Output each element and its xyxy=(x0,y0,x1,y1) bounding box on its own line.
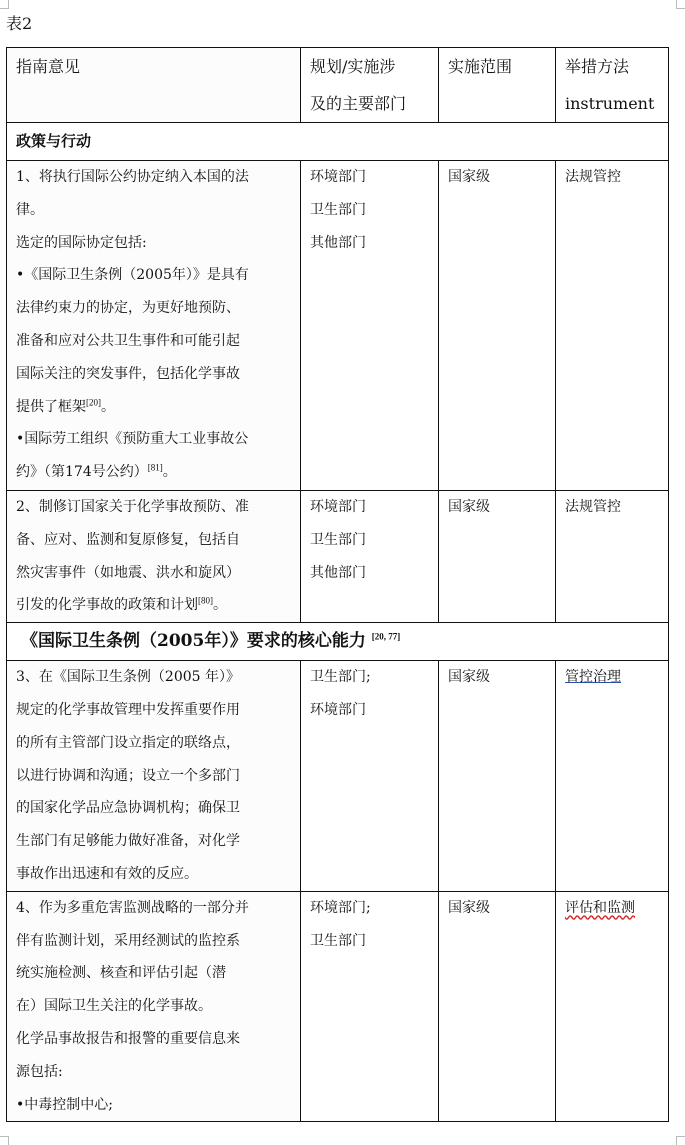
departments-cell xyxy=(301,891,439,1122)
table-header-row xyxy=(7,48,669,123)
section-title: 《国际卫生条例（2005年）》要求的核心能力 xyxy=(21,631,366,652)
guidance-line xyxy=(16,858,300,891)
guidance-line xyxy=(16,325,300,358)
header-text: 及的主要部门 xyxy=(310,94,407,113)
department-item: 环境部门 xyxy=(310,499,366,515)
guidance-line xyxy=(16,456,300,489)
guidance-line xyxy=(16,957,300,990)
reference-superscript: [20, 77] xyxy=(371,631,401,642)
guidance-line xyxy=(16,259,300,292)
guidance-line xyxy=(16,694,300,727)
guidance-table xyxy=(6,47,669,1122)
guidance-line xyxy=(16,161,300,194)
department-item: 卫生部门 xyxy=(310,531,366,548)
department-item: 环境部门; xyxy=(310,899,371,916)
guidance-line xyxy=(16,1089,300,1122)
page-corner-mark xyxy=(676,0,685,9)
guidance-line xyxy=(16,227,300,260)
department-item: 环境部门 xyxy=(310,701,366,718)
guidance-text: 规定的化学事故管理中发挥重要作用 xyxy=(16,701,240,718)
section-title: 政策与行动 xyxy=(16,132,92,150)
instrument-value: 评估和监测 xyxy=(565,899,635,916)
guidance-line xyxy=(16,990,300,1023)
departments-cell xyxy=(301,661,439,892)
department-item: 卫生部门; xyxy=(310,669,371,686)
guidance-text: •国际劳工组织《预防重大工业事故公 xyxy=(16,431,249,448)
header-text: 规划/实施涉 xyxy=(310,57,396,76)
guidance-text: 的所有主管部门设立指定的联络点， xyxy=(16,734,240,751)
department-item: 其他部门 xyxy=(310,234,366,251)
guidance-line xyxy=(16,292,300,325)
scope-value: 国家级 xyxy=(448,899,490,916)
guidance-text: 。 xyxy=(213,597,227,614)
header-text: 举措方法 xyxy=(565,57,630,76)
instrument-value: 管控治理 xyxy=(565,669,621,686)
guidance-line xyxy=(16,423,300,456)
scope-value: 国家级 xyxy=(448,669,490,686)
guidance-line xyxy=(16,524,300,557)
guidance-line xyxy=(16,557,300,590)
page-corner-mark xyxy=(0,0,9,9)
scope-cell xyxy=(439,891,556,1122)
reference-superscript: [81] xyxy=(147,462,163,473)
table-row xyxy=(7,661,669,892)
guidance-text: •《国际卫生条例（2005年）》是具有 xyxy=(16,267,249,284)
table-row xyxy=(7,491,669,623)
guidance-cell xyxy=(7,161,301,491)
guidance-text: 。 xyxy=(101,398,115,415)
guidance-line xyxy=(16,760,300,793)
page-corner-mark xyxy=(676,1136,685,1145)
header-text: 实施范围 xyxy=(448,57,513,76)
guidance-cell xyxy=(7,661,301,892)
guidance-line xyxy=(16,391,300,424)
header-scope xyxy=(439,48,556,123)
guidance-text: 2、制修订国家关于化学事故预防、准 xyxy=(16,499,249,515)
department-item: 卫生部门 xyxy=(310,932,366,949)
table-row xyxy=(7,891,669,1122)
guidance-line xyxy=(16,892,300,925)
guidance-text: 备、应对、监测和复原修复，包括自 xyxy=(16,531,240,548)
guidance-text: 法律约束力的协定，为更好地预防、 xyxy=(16,300,240,317)
guidance-text: 事故作出迅速和有效的反应。 xyxy=(16,865,198,882)
guidance-line xyxy=(16,358,300,391)
department-item: 其他部门 xyxy=(310,564,366,581)
table-row xyxy=(7,161,669,491)
table-caption: 表2 xyxy=(6,14,33,33)
scope-value: 国家级 xyxy=(448,169,490,185)
guidance-line xyxy=(16,1023,300,1056)
guidance-text: 的国家化学品应急协调机构；确保卫 xyxy=(16,800,240,817)
guidance-text: 生部门有足够能力做好准备，对化学 xyxy=(16,833,240,850)
department-item: 环境部门 xyxy=(310,169,366,185)
guidance-text: 化学品事故报告和报警的重要信息来 xyxy=(16,1030,240,1047)
guidance-text: 统实施检测、核查和评估引起（潜 xyxy=(16,965,226,982)
section-title-cell xyxy=(7,623,669,661)
guidance-text: 约》（第174号公约） xyxy=(16,464,148,481)
department-item: 卫生部门 xyxy=(310,201,366,218)
guidance-text: 引发的化学事故的政策和计划 xyxy=(16,597,198,614)
scope-cell xyxy=(439,491,556,623)
guidance-text: 以进行协调和沟通；设立一个多部门 xyxy=(16,767,240,784)
reference-superscript: [20] xyxy=(86,396,101,407)
header-departments xyxy=(301,48,439,123)
guidance-line xyxy=(16,661,300,694)
instrument-cell xyxy=(556,891,669,1122)
instrument-value: 法规管控 xyxy=(565,499,621,515)
guidance-text: 然灾害事件（如地震、洪水和旋风） xyxy=(16,564,240,581)
guidance-text: •中毒控制中心; xyxy=(16,1096,113,1113)
instrument-cell xyxy=(556,161,669,491)
guidance-text: 在）国际卫生关注的化学事故。 xyxy=(16,998,212,1015)
section-row xyxy=(7,123,669,161)
page-corner-mark xyxy=(0,1136,9,1145)
guidance-line xyxy=(16,491,300,524)
guidance-line xyxy=(16,1056,300,1089)
guidance-text: 1、将执行国际公约协定纳入本国的法 xyxy=(16,169,249,185)
guidance-text: 源包括: xyxy=(16,1063,63,1080)
section-row xyxy=(7,623,669,661)
departments-cell xyxy=(301,161,439,491)
guidance-text: 3、在《国际卫生条例（2005 年）》 xyxy=(16,669,240,686)
guidance-text: 准备和应对公共卫生事件和可能引起 xyxy=(16,332,240,349)
scope-cell xyxy=(439,161,556,491)
guidance-text: 国际关注的突发事件，包括化学事故 xyxy=(16,365,240,382)
guidance-cell xyxy=(7,891,301,1122)
guidance-text: 。 xyxy=(162,464,177,481)
scope-value: 国家级 xyxy=(448,499,490,515)
guidance-line xyxy=(16,727,300,760)
section-title-cell xyxy=(7,123,669,161)
instrument-cell xyxy=(556,661,669,892)
header-text: 指南意见 xyxy=(16,57,81,76)
scope-cell xyxy=(439,661,556,892)
departments-cell xyxy=(301,491,439,623)
guidance-line xyxy=(16,792,300,825)
guidance-cell xyxy=(7,491,301,623)
guidance-line xyxy=(16,194,300,227)
guidance-text: 提供了框架 xyxy=(16,398,86,415)
reference-superscript: [80] xyxy=(198,595,213,606)
guidance-line xyxy=(16,925,300,958)
guidance-line xyxy=(16,825,300,858)
guidance-text: 4、作为多重危害监测战略的一部分并 xyxy=(16,899,249,916)
guidance-text: 伴有监测计划，采用经测试的监控系 xyxy=(16,932,240,949)
guidance-line xyxy=(16,589,300,622)
guidance-text: 律。 xyxy=(16,201,44,218)
header-guidance xyxy=(7,48,301,123)
instrument-value: 法规管控 xyxy=(565,169,621,185)
guidance-text: 选定的国际协定包括: xyxy=(16,234,147,251)
header-text: instrument xyxy=(565,94,655,113)
instrument-cell xyxy=(556,491,669,623)
header-instrument xyxy=(556,48,669,123)
